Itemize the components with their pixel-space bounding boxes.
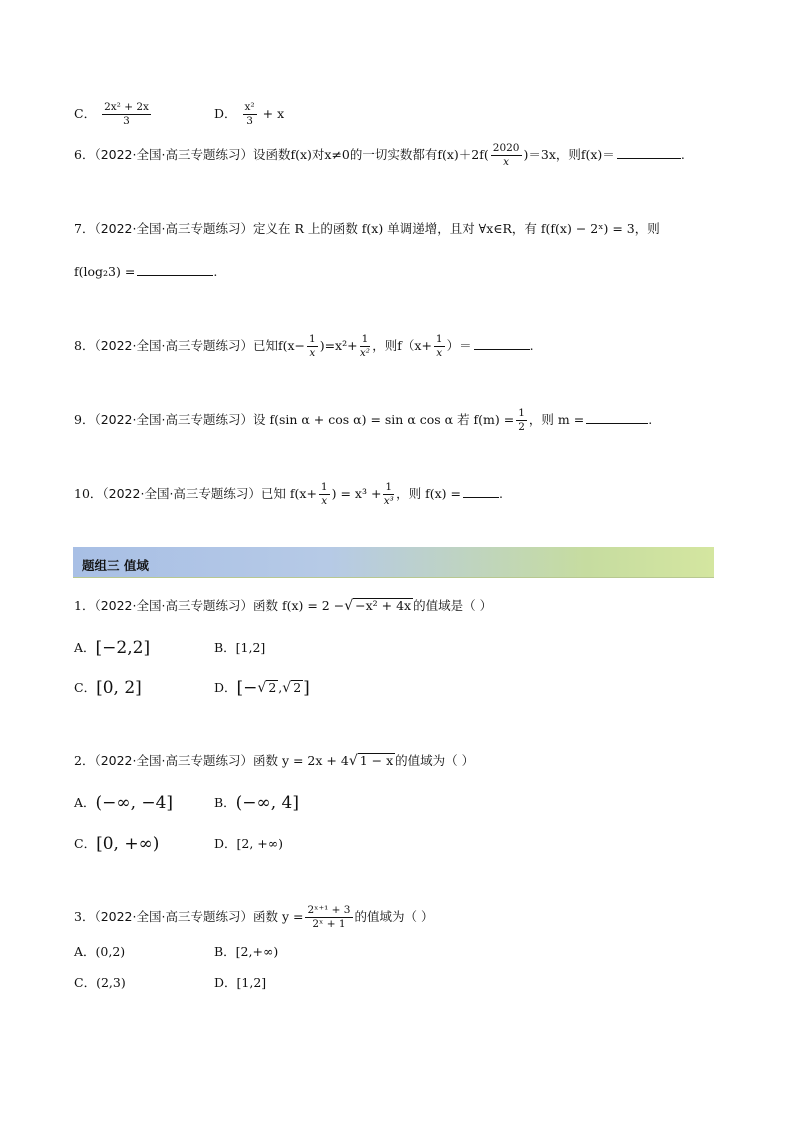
- option-label: D．: [213, 836, 237, 851]
- option-label: A．: [74, 944, 96, 959]
- fraction: $\frac{\text{2x² + 2x}}{3}$: [104, 101, 149, 128]
- range-question-3: 3．（2022·全国·高三专题练习）函数 y = $\frac{\text{2ˣ⁺¹ + 3}}{\text{2ˣ + 1}}$ 的值域为（ ）: [74, 904, 434, 931]
- option-label: A．: [74, 640, 96, 655]
- radical-sign: √: [282, 680, 292, 696]
- question-source: （2022·全国·高三专题练习）: [102, 486, 261, 502]
- option-label: B．: [213, 944, 236, 959]
- question-source: （2022·全国·高三专题练习）: [94, 338, 253, 354]
- option-c[interactable]: C．[0, +∞): [74, 834, 160, 854]
- option-label: C．: [74, 975, 97, 990]
- question-number: 1．: [74, 598, 95, 613]
- option-b[interactable]: B．(−∞, 4]: [213, 793, 299, 813]
- question-number: 2．: [74, 753, 95, 768]
- question-source: （2022·全国·高三专题练习）: [94, 753, 253, 768]
- option-a[interactable]: A．(−∞, −4]: [74, 793, 174, 813]
- radicand: 1 − x: [359, 753, 394, 768]
- q5-options: [74, 102, 284, 127]
- answer-blank[interactable]: [586, 422, 648, 424]
- question-7-line-2: f(log₂3) = .: [74, 264, 218, 279]
- question-number: 9．: [74, 412, 95, 428]
- question-number: 3．: [74, 909, 95, 925]
- section-title: 题组三 值域: [82, 558, 149, 573]
- option-label: A．: [74, 795, 96, 810]
- range-question-1-options-ab: [74, 640, 265, 657]
- fraction: $\frac{\text{x²}}{3}$: [244, 101, 255, 128]
- option-label: D．: [213, 975, 237, 990]
- range-question-2: 2．（2022·全国·高三专题练习）函数 y = 2x + 4√ 1 − x 的值域为（ ）: [74, 753, 475, 769]
- range-question-2-options-ab: [74, 795, 299, 812]
- option-c[interactable]: C．(2,3): [74, 975, 126, 990]
- answer-blank[interactable]: [474, 348, 530, 350]
- fraction: $\frac{1}{\text{x²}}$: [359, 333, 370, 360]
- fraction: $\frac{1}{2}$: [518, 407, 525, 434]
- section-header-bar: [73, 547, 714, 578]
- option-b[interactable]: B．[2,+∞): [213, 944, 279, 959]
- option-a[interactable]: A．(0,2): [74, 944, 126, 959]
- fraction: $\frac{\text{2ˣ⁺¹ + 3}}{\text{2ˣ + 1}}$: [307, 904, 351, 931]
- range-question-3-options-cd: [74, 977, 266, 990]
- fraction: $\frac{1}{\text{x³}}$: [383, 481, 394, 508]
- option-label: B．: [213, 640, 236, 655]
- option-label: D．: [213, 680, 237, 695]
- option-label: C．: [74, 836, 97, 851]
- radical-sign: √: [344, 598, 354, 614]
- fraction: $\frac{1}{x}$: [309, 333, 316, 360]
- range-question-3-options-ab: [74, 946, 278, 959]
- fraction: $\frac{1}{x}$: [435, 333, 443, 360]
- option-b[interactable]: B．[1,2]: [213, 640, 266, 655]
- option-label: B．: [213, 795, 236, 810]
- question-8: 8．（2022·全国·高三专题练习）已知f(x− $\frac{1}{x}$ )=x²+ $\frac{1}{\text{x²}}$ ，则f（x+ $\frac{1}{x}$ ）＝ .: [74, 333, 534, 360]
- q5-option-d[interactable]: D． $\frac{\text{x²}}{3}$ + x: [213, 101, 285, 128]
- answer-blank[interactable]: [137, 274, 213, 276]
- question-source: （2022·全国·高三专题练习）: [94, 598, 253, 613]
- question-number: 8．: [74, 338, 95, 354]
- option-label: D．: [213, 106, 237, 122]
- option-d[interactable]: D．[−√ 2 ,√ 2 ]: [213, 678, 310, 698]
- option-c[interactable]: C．[0, 2]: [74, 678, 142, 698]
- question-10: 10．（2022·全国·高三专题练习）已知 f(x+ $\frac{1}{x}$ ) = x³ + $\frac{1}{\text{x³}}$ ，则 f(x) = .: [74, 481, 503, 508]
- question-7: 7．（2022·全国·高三专题练习）定义在 R 上的函数 f(x) 单调递增，且对 ∀x∈R，有 f(f(x) − 2ˣ) = 3，则: [74, 221, 660, 236]
- answer-blank[interactable]: [463, 496, 499, 498]
- q5-option-c[interactable]: [74, 102, 210, 127]
- option-label: C．: [74, 106, 97, 122]
- question-number: 7．: [74, 221, 95, 236]
- answer-blank[interactable]: [617, 157, 681, 159]
- range-question-2-options-cd: [74, 836, 283, 853]
- fraction: $\frac{1}{x}$: [320, 481, 328, 508]
- range-question-1: 1．（2022·全国·高三专题练习）函数 f(x) = 2 −√ −x² + 4x 的值域是（ ）: [74, 598, 493, 614]
- radical-sign: √: [348, 753, 358, 769]
- radical-sign: √: [257, 680, 267, 696]
- radicand: −x² + 4x: [355, 598, 412, 613]
- question-source: （2022·全国·高三专题练习）: [94, 221, 253, 236]
- question-9: 9．（2022·全国·高三专题练习）设 f(sin α + cos α) = sin α cos α 若 f(m) = $\frac{1}{2}$ ，则 m = .: [74, 407, 653, 434]
- fraction: $\frac{2020}{x}$: [492, 142, 520, 169]
- range-question-1-options-cd: [74, 680, 310, 697]
- question-number: 6．: [74, 147, 95, 163]
- question-number: 10．: [74, 486, 103, 502]
- question-6: 6．（2022·全国·高三专题练习）设函数f(x)对x≠0的一切实数都有f(x)＋2f( $\frac{2020}{x}$ )＝3x，则f(x)＝ .: [74, 142, 685, 169]
- option-d[interactable]: D．[2, +∞): [213, 836, 284, 851]
- question-source: （2022·全国·高三专题练习）: [94, 412, 253, 428]
- question-source: （2022·全国·高三专题练习）: [94, 147, 253, 163]
- option-label: C．: [74, 680, 97, 695]
- option-d[interactable]: D．[1,2]: [213, 975, 267, 990]
- question-source: （2022·全国·高三专题练习）: [94, 909, 253, 925]
- option-a[interactable]: A．[−2,2]: [74, 638, 151, 658]
